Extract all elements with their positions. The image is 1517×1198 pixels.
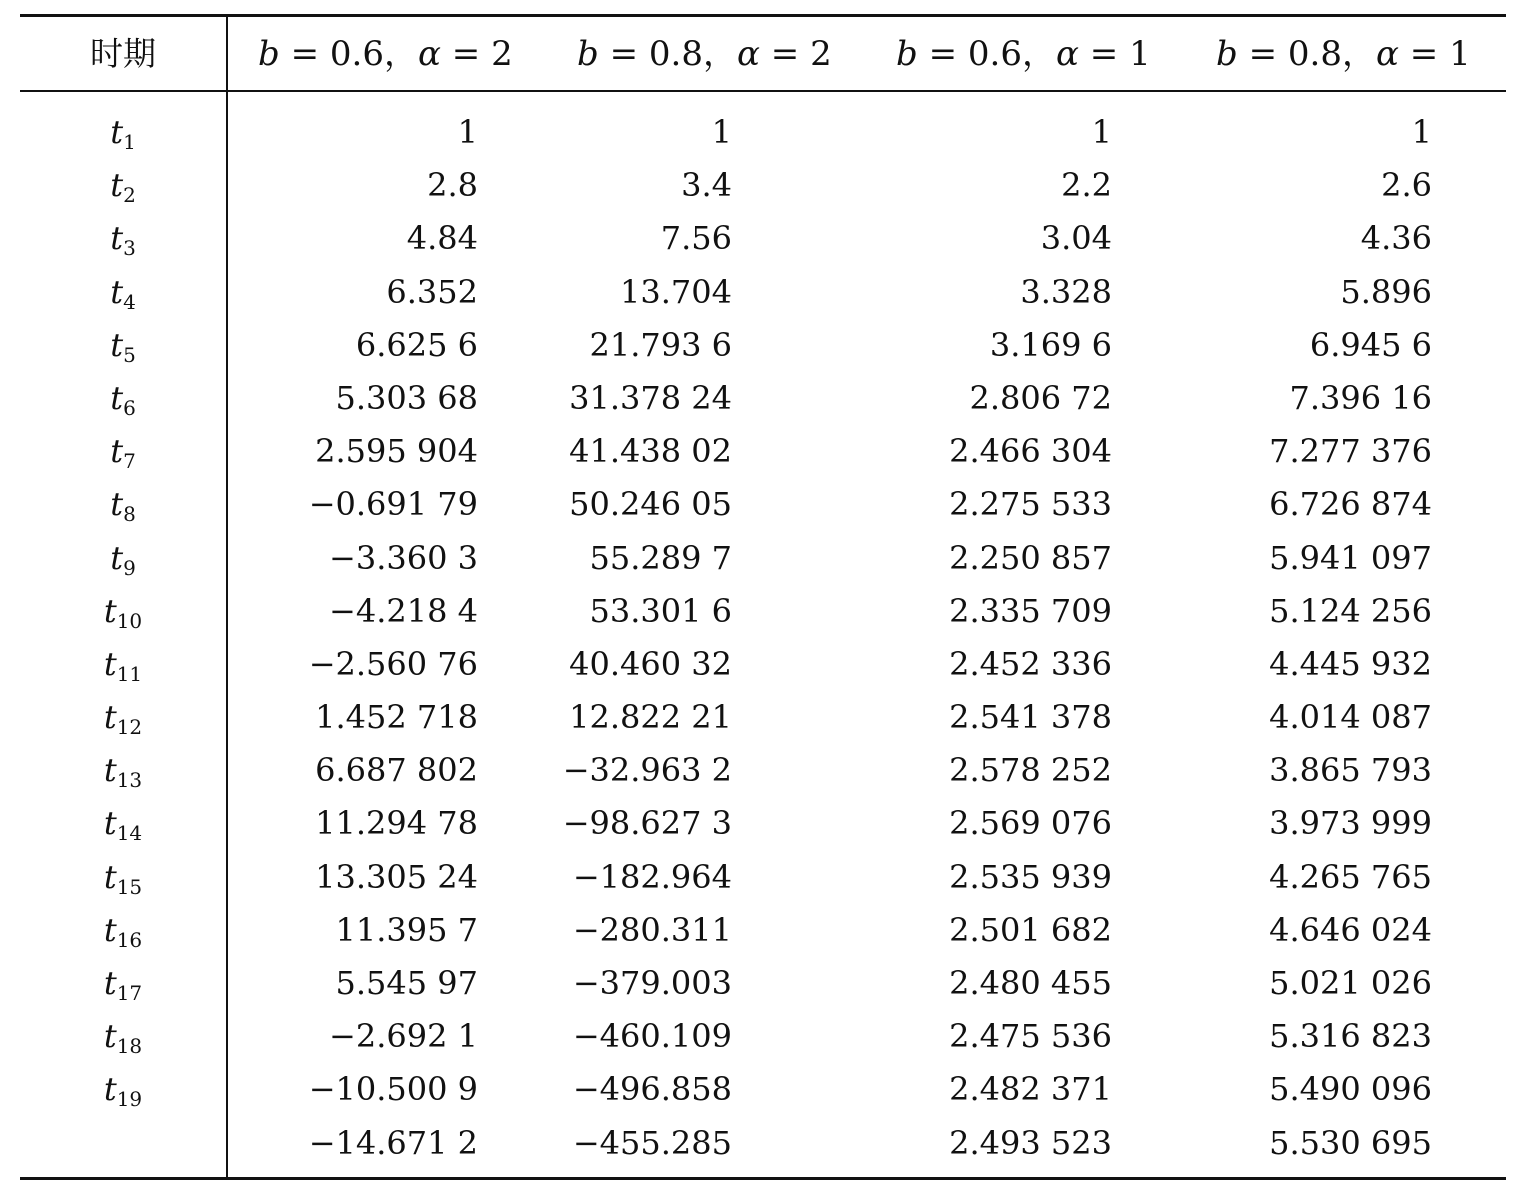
cell-col3: 2.535 939 (949, 857, 1112, 896)
cell-col3: 2.493 523 (949, 1123, 1112, 1162)
cell-col1: 5.303 68 (335, 378, 478, 417)
cell-col2: 12.822 21 (569, 698, 732, 737)
cell-col2: 13.704 (620, 272, 732, 311)
table-row (0, 1063, 1517, 1116)
table-row (0, 372, 1517, 425)
period-label: $t_{19}$ (103, 1070, 143, 1112)
table-row (0, 904, 1517, 957)
cell-col4: 6.726 874 (1269, 485, 1432, 524)
period-label: $t_{18}$ (103, 1017, 143, 1059)
cell-col2: −496.858 (572, 1070, 732, 1109)
table-row (0, 425, 1517, 478)
cell-col4: 5.124 256 (1269, 591, 1432, 630)
table-row (0, 106, 1517, 159)
cell-col2: −379.003 (572, 964, 732, 1002)
table-bottom-rule (20, 1177, 1506, 1180)
cell-col3: 3.328 (1020, 272, 1112, 311)
cell-col4: 7.396 16 (1289, 378, 1432, 417)
header-period: 时期 (90, 34, 156, 73)
period-label: $t_{17}$ (103, 964, 143, 1005)
table-top-rule (20, 14, 1506, 17)
period-label: $t_3$ (110, 219, 136, 261)
table-row (0, 1117, 1517, 1170)
period-label: $t_{11}$ (103, 644, 143, 686)
cell-col3: 2.335 709 (949, 591, 1112, 630)
table-row (0, 744, 1517, 797)
cell-col2: 40.460 32 (569, 644, 732, 683)
cell-col1: 2.8 (427, 166, 478, 205)
cell-col1: 1 (457, 113, 478, 151)
cell-col3: 2.475 536 (949, 1017, 1112, 1056)
period-label: $t_2$ (110, 166, 136, 208)
cell-col1: 6.352 (386, 272, 478, 311)
table-row (0, 797, 1517, 850)
cell-col4: 4.265 765 (1269, 857, 1432, 896)
cell-col1: 5.545 97 (335, 964, 478, 1002)
cell-col3: 2.250 857 (949, 538, 1112, 577)
cell-col3: 2.275 533 (949, 485, 1112, 524)
period-label: $t_6$ (110, 378, 136, 420)
period-label: $t_9$ (110, 538, 136, 580)
cell-col1: 11.395 7 (335, 910, 478, 949)
cell-col2: 50.246 05 (569, 485, 732, 524)
cell-col2: −32.963 2 (562, 751, 732, 790)
cell-col4: 5.316 823 (1269, 1017, 1432, 1056)
period-label: $t_7$ (110, 432, 136, 474)
period-label: $t_{14}$ (103, 804, 143, 846)
cell-col3: 2.482 371 (949, 1070, 1112, 1109)
period-label: $t_{10}$ (103, 591, 143, 633)
cell-col2: 1 (711, 113, 732, 151)
table-row (0, 1010, 1517, 1063)
cell-col1: 6.687 802 (315, 751, 478, 790)
cell-col2: 53.301 6 (589, 591, 732, 630)
cell-col1: −4.218 4 (329, 591, 478, 630)
table-row (0, 212, 1517, 265)
cell-col3: 2.806 72 (969, 378, 1112, 417)
table-row (0, 478, 1517, 531)
table-row (0, 851, 1517, 904)
cell-col1: 11.294 78 (315, 804, 478, 843)
cell-col1: 6.625 6 (355, 325, 478, 364)
cell-col1: 1.452 718 (315, 698, 478, 737)
cell-col4: 2.6 (1381, 166, 1432, 205)
cell-col1: −2.692 1 (329, 1017, 478, 1056)
cell-col3: 2.541 378 (949, 698, 1112, 737)
cell-col3: 2.480 455 (949, 964, 1112, 1002)
cell-col2: 7.56 (660, 219, 732, 258)
table-row (0, 691, 1517, 744)
header-column-2: b = 0.8，α = 2 (577, 34, 832, 74)
period-label: $t_{15}$ (103, 857, 143, 899)
table-row (0, 957, 1517, 1010)
cell-col2: −455.285 (572, 1123, 732, 1162)
cell-col4: 5.941 097 (1269, 538, 1432, 577)
cell-col4: 4.445 932 (1269, 644, 1432, 683)
cell-col3: 3.169 6 (989, 325, 1112, 364)
cell-col3: 2.501 682 (949, 910, 1112, 949)
table-row (0, 532, 1517, 585)
cell-col2: −280.311 (572, 910, 732, 949)
cell-col1: 2.595 904 (315, 432, 478, 471)
cell-col3: 2.2 (1061, 166, 1112, 205)
cell-col2: −460.109 (572, 1017, 732, 1056)
cell-col4: 5.896 (1340, 272, 1432, 311)
cell-col1: −0.691 79 (308, 485, 478, 524)
cell-col4: 6.945 6 (1309, 325, 1432, 364)
cell-col3: 2.569 076 (949, 804, 1112, 843)
cell-col3: 2.452 336 (949, 644, 1112, 683)
cell-col2: 31.378 24 (569, 378, 732, 417)
period-label: $t_{12}$ (103, 698, 143, 740)
cell-col1: 4.84 (406, 219, 478, 258)
cell-col1: −10.500 9 (308, 1070, 478, 1109)
cell-col3: 3.04 (1040, 219, 1112, 258)
cell-col4: 7.277 376 (1269, 432, 1432, 471)
cell-col2: −182.964 (572, 857, 732, 896)
table-row (0, 159, 1517, 212)
cell-col2: 21.793 6 (589, 325, 732, 364)
cell-col4: 3.973 999 (1269, 804, 1432, 843)
header-column-3: b = 0.6，α = 1 (896, 34, 1151, 74)
cell-col1: 13.305 24 (315, 857, 478, 896)
table-row (0, 585, 1517, 638)
table-row (0, 319, 1517, 372)
cell-col3: 2.578 252 (949, 751, 1112, 790)
period-label: $t_8$ (110, 485, 136, 527)
cell-col4: 5.490 096 (1269, 1070, 1432, 1109)
cell-col4: 1 (1411, 113, 1432, 151)
period-label: $t_{16}$ (103, 910, 143, 952)
cell-col4: 5.530 695 (1269, 1123, 1432, 1162)
period-label: $t_{13}$ (103, 751, 143, 793)
cell-col2: 3.4 (681, 166, 732, 205)
cell-col1: −2.560 76 (308, 644, 478, 683)
table-body (0, 106, 1517, 1170)
period-label: $t_4$ (110, 272, 136, 314)
table-header-rule (20, 90, 1506, 92)
cell-col4: 5.021 026 (1269, 964, 1432, 1002)
header-column-1: b = 0.6，α = 2 (258, 34, 513, 74)
cell-col2: 55.289 7 (589, 538, 732, 577)
cell-col4: 4.014 087 (1269, 698, 1432, 737)
cell-col4: 3.865 793 (1269, 751, 1432, 790)
table-row (0, 638, 1517, 691)
cell-col3: 2.466 304 (949, 432, 1112, 471)
period-label: $t_5$ (110, 325, 136, 367)
cell-col2: 41.438 02 (569, 432, 732, 471)
cell-col1: −14.671 2 (308, 1123, 478, 1162)
cell-col4: 4.36 (1360, 219, 1432, 258)
table-row (0, 266, 1517, 319)
cell-col3: 1 (1091, 113, 1112, 151)
cell-col4: 4.646 024 (1269, 910, 1432, 949)
cell-col1: −3.360 3 (329, 538, 478, 577)
cell-col2: −98.627 3 (562, 804, 732, 843)
period-label: $t_1$ (110, 113, 136, 154)
header-column-4: b = 0.8，α = 1 (1216, 34, 1471, 74)
